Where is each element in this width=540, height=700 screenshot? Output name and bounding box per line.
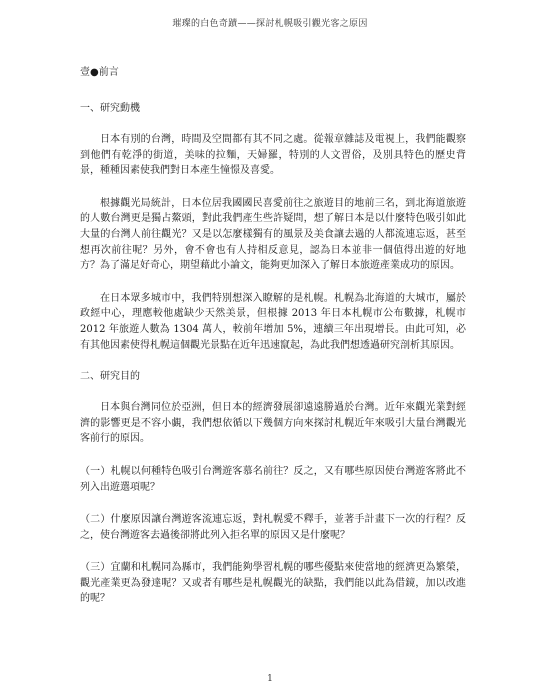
motivation-paragraph-1: 日本有別的台灣，時間及空間都有其不同之處。從報章雜誌及電視上，我們能觀察到他們有乾淨的街道，美味的拉麵，天婦羅，特別的人文習俗，及別具特色的歷史背景，種種因素使我們對日本產生憧憬及喜愛。	[80, 134, 466, 177]
motivation-paragraph-2: 根據觀光局統計，日本位居我國國民喜愛前往之旅遊目的地前三名，到北海道旅遊的人數台灣更是獨占鰲頭，對此我們產生些許疑問，想了解日本是以什麼特色吸引如此大量的台灣人前往觀光？又是以怎麼樣獨有的風景及美食讓去過的人都流連忘返，甚至想再次前往呢？另外，會不會也有人持相反意見，認為日本並非一個值得出遊的好地方？為了滿足好奇心，期望藉此小論文，能夠更加深入了解日本旅遊產業成功的原因。	[80, 197, 466, 272]
research-question-2: （二）什麼原因讓台灣遊客流連忘返，對札幌愛不釋手，並著手計畫下一次的行程？反之，使台灣遊客去過後卻將此列入拒名單的原因又是什麼呢？	[80, 514, 466, 541]
page-number: 1	[267, 674, 273, 684]
subsection-title-purpose: 二、研究目的	[80, 371, 140, 383]
section-title: 壹●前言	[80, 67, 119, 78]
research-question-1: （一）札幌以何種特色吸引台灣遊客慕名前往？反之，又有哪些原因使台灣遊客將此不列入出遊選項呢？	[80, 465, 466, 493]
research-question-3: （三）宜蘭和札幌同為縣市，我們能夠學習札幌的哪些優點來使當地的經濟更為繁榮，觀光產業更為發達呢？又或者有哪些是札幌觀光的缺點，我們能以此為借鏡，加以改進的呢？	[80, 562, 466, 605]
motivation-paragraph-3: 在日本眾多城市中，我們特別想深入瞭解的是札幌。札幌為北海道的大城市，屬於政經中心，理應較他處缺少天然美景，但根據 2013 年日本札幌市公布數據，札幌市 2012 年旅遊人數為 1304 萬人，較前年增加 5%，連續三年出現增長。由此可知，必有其他因素使得札幌這個觀光景點在近年迅速竄起，為此我們想透過研究剖析其原因。	[80, 292, 466, 351]
running-header: 璀璨的白色奇蹟——探討札幌吸引觀光客之原因	[172, 19, 368, 29]
subsection-title-motivation: 一、研究動機	[80, 103, 140, 114]
purpose-intro-paragraph: 日本與台灣同位於亞洲，但日本的經濟發展卻遠遠勝過於台灣。近年來觀光業對經濟的影響更是不容小覷，我們想依循以下幾個方向來探討札幌近年來吸引大量台灣觀光客前行的原因。	[80, 402, 466, 445]
page-content	[80, 66, 466, 624]
